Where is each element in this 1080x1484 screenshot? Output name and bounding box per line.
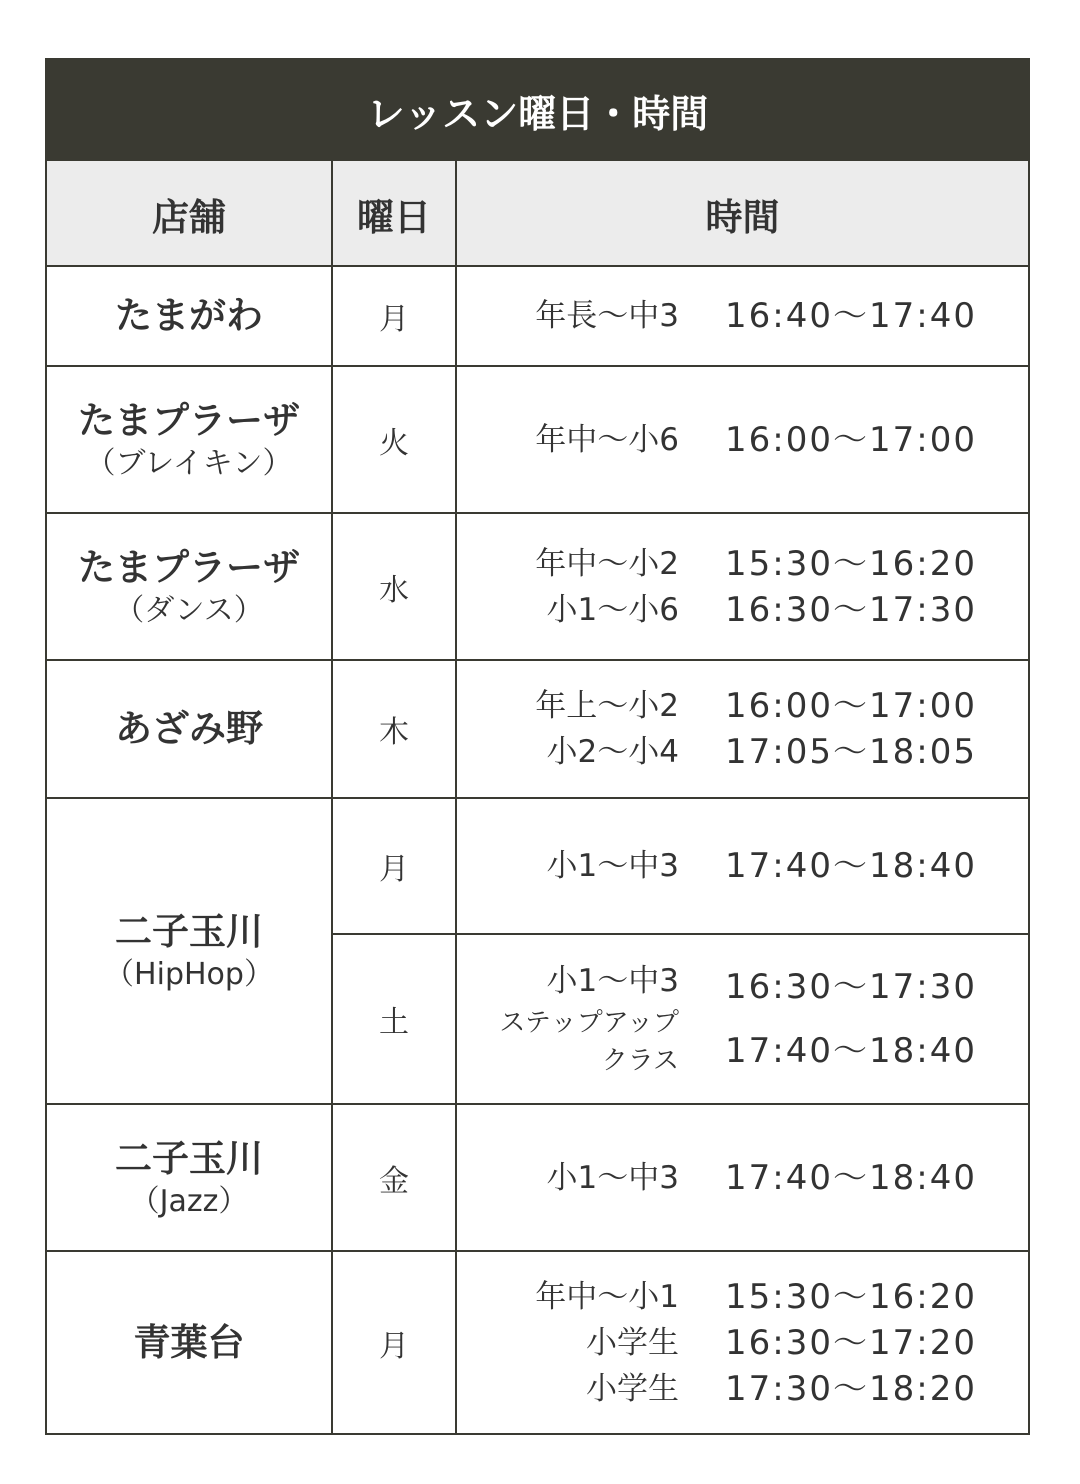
time-range: 17:05～18:05 — [725, 732, 977, 772]
day-cell: 金 — [379, 1163, 409, 1199]
time-range: 16:00～17:00 — [725, 419, 977, 460]
grade-label: 小1～小6 — [546, 591, 679, 628]
time-range: 16:40～17:40 — [725, 296, 977, 336]
day-cell: 月 — [379, 302, 409, 337]
grade-cell — [457, 267, 679, 365]
grade-cell — [457, 935, 679, 1103]
grade-cell — [457, 799, 679, 933]
store-cell — [47, 1105, 331, 1250]
grade-cell — [457, 514, 679, 659]
grade-label: 年中～小1 — [535, 1278, 679, 1315]
time-cell — [702, 267, 1002, 365]
time-range: 16:30～17:30 — [725, 589, 977, 630]
store-name: 二子玉川 — [115, 1136, 263, 1180]
grade-label: 年長～中3 — [535, 298, 679, 334]
store-cell — [47, 514, 331, 659]
time-cell — [702, 799, 1002, 933]
store-sub: （ブレイキン） — [85, 445, 293, 481]
store-name: たまプラーザ — [78, 398, 300, 442]
store-sub: （ダンス） — [114, 592, 264, 628]
time-range: 17:40～18:40 — [725, 1157, 977, 1198]
day-cell: 月 — [379, 1328, 409, 1364]
store-cell — [47, 661, 331, 797]
store-name: あざみ野 — [115, 707, 263, 750]
store-cell — [47, 1252, 331, 1433]
day-cell: 土 — [379, 1005, 409, 1040]
time-cell — [702, 661, 1002, 797]
header-store: 店舗 — [47, 161, 331, 267]
time-cell — [702, 935, 1002, 1103]
store-sub: （Jazz） — [129, 1183, 249, 1219]
time-cell — [702, 514, 1002, 659]
grade-label: 小学生 — [586, 1324, 679, 1361]
grade-label: 年上～小2 — [535, 688, 679, 724]
day-cell: 火 — [379, 425, 409, 461]
grade-cell — [457, 367, 679, 512]
store-name: 青葉台 — [133, 1320, 245, 1364]
store-cell — [47, 367, 331, 512]
store-sub: （HipHop） — [104, 957, 274, 992]
grade-label: 小2～小4 — [546, 734, 679, 770]
time-range: 17:40～18:40 — [725, 1031, 977, 1071]
header-time: 時間 — [457, 161, 1028, 267]
header-day: 曜日 — [333, 161, 455, 267]
time-range: 17:40～18:40 — [725, 846, 977, 886]
time-cell — [702, 1252, 1002, 1433]
grade-label: 小1～中3 — [546, 1159, 679, 1196]
grade-cell — [457, 1252, 679, 1433]
time-cell — [702, 367, 1002, 512]
store-name: たまがわ — [115, 294, 263, 337]
table-title: レッスン曜日・時間 — [47, 60, 1028, 161]
grade-label: クラス — [601, 1046, 679, 1076]
schedule-table — [45, 58, 1030, 1435]
grade-label: 年中～小6 — [535, 421, 679, 458]
time-range: 17:30～18:20 — [725, 1368, 977, 1409]
time-range: 16:30～17:20 — [725, 1322, 977, 1363]
grade-label: ステップアップ — [499, 1008, 679, 1038]
day-cell: 水 — [379, 572, 409, 608]
day-cell: 月 — [379, 852, 409, 887]
store-cell — [47, 267, 331, 365]
grade-cell — [457, 1105, 679, 1250]
time-range: 15:30～16:20 — [725, 543, 977, 584]
grade-label: 年中～小2 — [535, 545, 679, 582]
day-cell: 木 — [379, 715, 409, 750]
time-cell — [702, 1105, 1002, 1250]
grade-label: 小学生 — [586, 1370, 679, 1407]
grade-label: 小1～中3 — [546, 963, 679, 999]
time-range: 16:30～17:30 — [725, 967, 977, 1007]
time-range: 15:30～16:20 — [725, 1276, 977, 1317]
time-range: 16:00～17:00 — [725, 686, 977, 726]
store-name: 二子玉川 — [115, 910, 263, 953]
store-name: たまプラーザ — [78, 545, 300, 589]
grade-cell — [457, 661, 679, 797]
grade-label: 小1～中3 — [546, 848, 679, 884]
store-cell — [47, 799, 331, 1103]
